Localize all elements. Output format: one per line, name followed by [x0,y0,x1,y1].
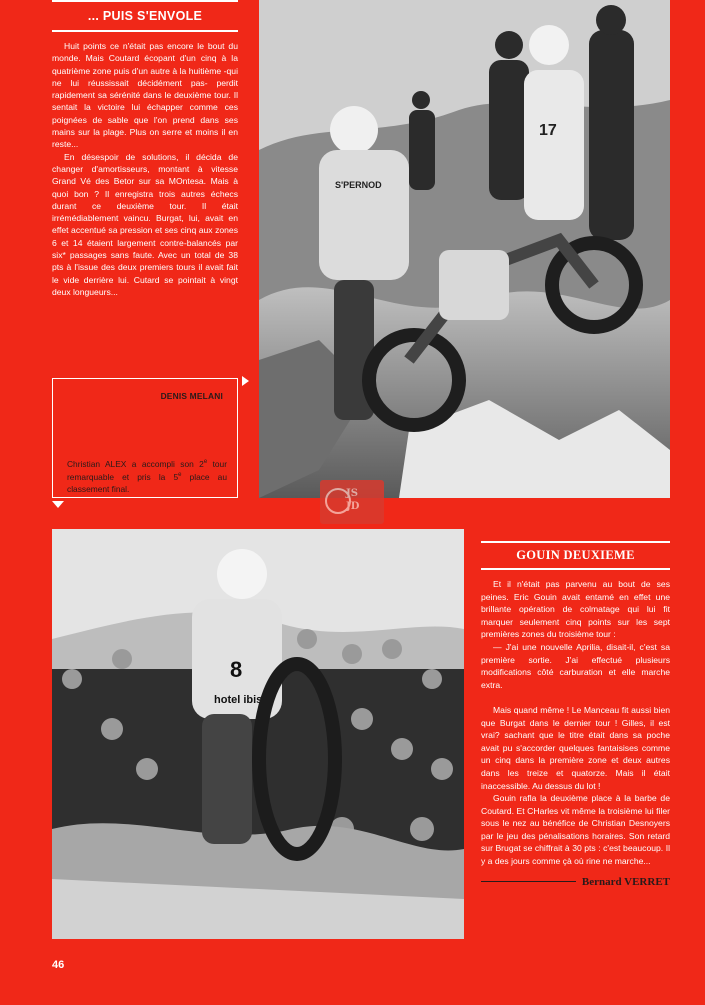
photo-rider-with-crowd [52,529,464,939]
left-article-heading: ... PUIS S'ENVOLE [87,9,203,23]
top-bib-text: S'PERNOD [335,180,382,190]
photo-bottom-illustration [52,529,464,939]
photo-credit: DENIS MELANI [160,391,223,401]
caption-post: place au classement final. [67,472,228,494]
arrow-right-icon [242,376,249,386]
right-article-heading: GOUIN DEUXIEME [516,548,635,562]
photo-top-illustration [259,0,670,498]
caption-pre: Christian ALEX a accompli son 2 [67,458,204,469]
right-paragraph-4: Gouin rafla la deuxième place à la barbe de Coutard. Et CHarles vit même la troisième lui filer sous le nez au bénéfice de Christian Desnoyers par le jeu des pénalisations horaires. Son retard sur Brugat se chiffrait à 30 pts : c'est beaucoup. Il y a des jours comme çà où rine ne marche... [481,793,670,867]
arrow-down-icon [52,501,64,508]
photo-rider-on-rocks [259,0,670,498]
paragraph-spacer [481,691,670,704]
js-jd-stamp-logo [320,480,384,524]
byline-row [481,876,670,888]
bottom-bib-text: hotel ibis [214,694,263,706]
top-rider-number: 17 [539,122,557,139]
left-article [52,0,238,298]
page-number: 46 [52,959,65,971]
heading-rule-bottom [52,30,238,32]
photo-caption [67,457,227,495]
right-paragraph-2: — J'ai une nouvelle Aprilia, disait-il, c'est sa première sortie. J'ai effectué plusieurs modifications côté carburation et elle marche extra. [481,641,670,690]
caption-sup-1: e [203,459,208,465]
byline: Bernard VERRET [581,875,670,888]
right-paragraph-3: Mais quand même ! Le Manceau fit aussi bien que Burgat dans le dernier tour ! Gilles, il est vrai? sachant que le titre était dans sa poche avait pu s'accorder quelques fantaisises comme un cinq dans la première zone et deux autres dans les treize et quatorze. Mais il était inaccessible. Au dessus du lot ! [481,704,670,791]
caption-box [52,378,238,498]
left-paragraph-2: En désespoir de solutions, il décida de changer d'amortisseurs, montant à vitesse Grand Vé des Betor sur sa MOntesa. Mais à quoi bon ? Il enregistra trois autres échecs durant ce deuxième tour. Il était irrémédiablement vaincu. Burgat, lui, avait en effet accentué sa pression et ses cinq aux zones 6 et 14 étaient largement contre-balancés par six* passages sans faute. Avec un total de 38 pts à l'issue des deux premiers tours il avait fait le vide derrière lui. Cutard se pointait à vingt deux longueurs... [52,151,238,297]
stamp-letters: JS JD [346,488,360,512]
caption-mid: tour remarquable et pris la 5 [67,458,227,483]
caption-sup-2: e [178,472,182,479]
right-paragraph-1: Et il n'était pas parvenu au bout de ses peines. Eric Gouin avait entamé en effet une brillante opération de colmatage qui lui fit marquer seulement cinq points sur les sept premières zones du troisième tour : [481,579,670,640]
left-paragraph-1: Huit points ce n'était pas encore le bout du monde. Mais Coutard écopant d'un cinq à la quatrième zone puis d'un autre à la huitième -qui ne lui réussissait décidément pas- perdit rapidement sa sérénité dans le deuxième tour. Il sentait la victoire lui échapper comme ces poignées de sable que l'on prend dans ses mains sur la plage. Plus on serre et moins il en reste... [52,41,238,150]
bottom-rider-number: 8 [230,657,243,682]
right-article [481,541,670,888]
byline-rule [481,881,576,882]
right-heading-rule-bottom [481,568,670,570]
